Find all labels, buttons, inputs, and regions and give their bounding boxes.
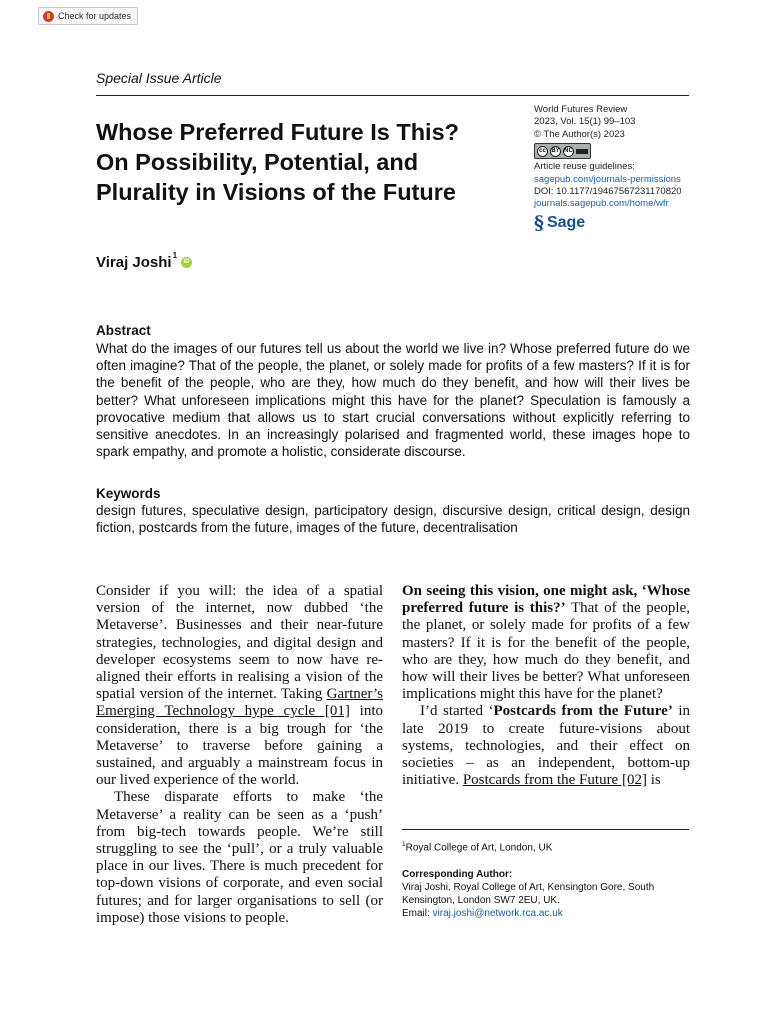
body-column-right [402,583,690,789]
body-bold-text: On seeing this vision, one might ask, ‘Whose preferred future is this?’ [402,583,690,617]
title-line-3: Plurality in Visions of the Future [96,179,456,205]
body-paragraph-4 [402,703,690,789]
author-name: Viraj Joshi [96,254,172,271]
keywords-text: design futures, speculative design, participatory design, discursive design, critical design, design fiction, postcards from the future, images of the future, decentralisation [96,503,690,536]
body-text: I’d started ‘ [420,703,494,720]
body-text: is [646,772,661,789]
author-affil-mark: 1 [172,251,178,260]
body-paragraph-2: These disparate efforts to make ‘the Metaverse’ a reality can be seen as a ‘push’ from big-tech towards people. We’re still struggling to see the ‘pull’, or a truly valuable place in our lives. There is much precedent for top-down visions of corporate, and even social futures; and for larger organisations to sell (or impose) those visions to people. [96,789,383,926]
body-text: That of the people, the planet, or solely made for profits of a few masters? If it is for the benefit of the people, who are they, how much do they benefit, and how will their lives be better? What unforeseen implications might this have for the planet? [402,600,690,703]
journal-link[interactable]: journals.sagepub.com/home/wfr [534,198,669,210]
header-divider [96,95,689,96]
cc-bar [576,149,588,154]
title-line-1: Whose Preferred Future Is This? [96,119,460,145]
reuse-link[interactable]: sagepub.com/journals-permissions [534,173,681,185]
abstract-text: What do the images of our futures tell us about the world we live in? Whose preferred future do we often imagine? That of the people, the planet, or solely made for profits of a few masters? If it is for the benefit of the people, who are they, how much do they benefit, and how will their lives be better? What unforeseen implications might this have for the planet? Speculation is famously a provocative medium that allows us to start crucial conversations without explicitly referring to sensitive anecdotes. In an increasingly polarised and fragmented world, these images hope to spark empathy, and promote a holistic, considerate discourse. [96,341,690,460]
check-for-updates-label: Check for updates [58,11,132,21]
sage-s-icon: § [534,211,544,234]
reuse-label: Article reuse guidelines: [534,161,635,173]
cc-nc-circle: NC [563,146,574,157]
body-text: into consideration, there is a big trough for ‘the Metaverse’ to traverse before gaining a sustained, and arguably a mainstream focus in our lived experience of the world. [96,703,383,789]
sage-logo-text: Sage [546,213,586,231]
abstract-heading: Abstract [96,323,151,338]
doi[interactable]: DOI: 10.1177/19467567231170820 [534,186,682,198]
body-text: Consider if you will: the idea of a spatial version of the internet, now dubbed ‘the Metaverse’. Businesses and their near-future strategies, technologies, and digital design and developer ecosystems seem to now have re-aligned their efforts in realising a vision of the spatial version of the internet. Taking [96,583,383,703]
article-title [96,117,526,207]
cc-by-circle: BY [550,146,561,157]
email-link[interactable]: viraj.joshi@network.rca.ac.uk [432,908,563,920]
footnotes [402,838,702,920]
body-paragraph-1 [96,583,383,789]
body-text: in late 2019 to create future-visions about systems, technologies, and their effect on societies – as an independent, bottom-up initiative. [402,703,691,789]
corresponding-author-line-2: Kensington, London SW7 2EU, UK. [402,895,560,907]
keywords-heading: Keywords [96,486,161,501]
postcards-link[interactable]: Postcards from the Future [02] [462,772,647,789]
journal-name: World Futures Review [534,104,628,115]
check-for-updates-button[interactable] [38,7,138,25]
orcid-icon[interactable]: iD [181,257,192,268]
body-paragraph-3 [402,583,690,703]
body-bold-text: Postcards from the Future’ [493,703,673,720]
title-line-2: On Possibility, Potential, and [96,149,419,175]
affiliation-text: Royal College of Art, London, UK [405,842,553,854]
cc-circle: cc [537,146,548,157]
creative-commons-icon[interactable] [534,143,591,159]
affiliation-note [402,838,702,854]
email-line [402,907,702,920]
sage-logo[interactable] [534,211,694,234]
journal-meta [534,104,694,232]
copyright: © The Author(s) 2023 [534,128,625,140]
footnote-divider [402,829,689,830]
crossmark-icon [43,11,54,22]
affil-mark: 1 [402,841,406,848]
corresponding-author-line-1: Viraj Joshi, Royal College of Art, Kensington Gore, South [402,882,655,894]
corresponding-author-heading: Corresponding Author: [402,869,513,881]
article-type: Special Issue Article [96,70,222,86]
author-block [96,251,192,271]
gartner-link[interactable]: Gartner’s Emerging Technology hype cycle [01] [96,686,383,720]
journal-volume: 2023, Vol. 15(1) 99–103 [534,116,636,128]
email-label: Email: [402,908,433,920]
body-column-left [96,583,383,927]
